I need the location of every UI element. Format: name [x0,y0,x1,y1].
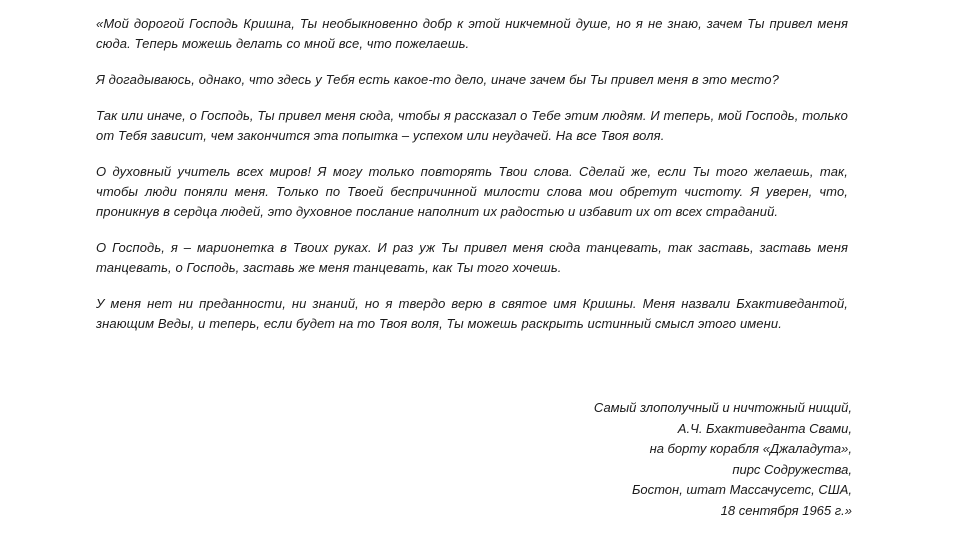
letter-paragraph-5: О Господь, я – марионетка в Твоих руках. И раз уж Ты привел меня сюда танцевать, так заставь, заставь меня танцевать, о Господь, заставь же меня танцевать, как Ты того хочешь. [96,240,848,275]
letter-paragraph-4: О духовный учитель всех миров! Я могу только повторять Твои слова. Сделай же, если Ты того желаешь, так, чтобы люди поняли меня. Только по Твоей беспричинной милости слова мои обретут чистоту. Я уверен, что, проникнув в сердца людей, это духовное послание наполнит их радостью и избавит их от всех страданий. [96,164,848,219]
letter-paragraph-3: Так или иначе, о Господь, Ты привел меня сюда, чтобы я рассказал о Тебе этим людям. И теперь, мой Господь, только от Тебя зависит, чем закончится эта попытка – успехом или неудачей. На все Твоя воля. [96,108,848,143]
letter-paragraph-1: «Мой дорогой Господь Кришна, Ты необыкновенно добр к этой никчемной душе, но я не знаю, зачем Ты привел меня сюда. Теперь можешь делать со мной все, что пожелаешь. [96,16,848,51]
letter-signature-block [594,398,852,521]
signature-line-2: А.Ч. Бхактиведанта Свами, [677,420,852,436]
letter-paragraph-6: У меня нет ни преданности, ни знаний, но я твердо верю в святое имя Кришны. Меня назвали Бхактиведантой, знающим Веды, и теперь, если будет на то Твоя воля, Ты можешь раскрыть истинный смысл этого имени. [96,296,848,331]
signature-line-3: на борту корабля «Джаладута», [649,441,852,456]
letter-paragraph-2: Я догадываюсь, однако, что здесь у Тебя есть какое-то дело, иначе зачем бы Ты привел меня в это место? [96,72,779,87]
signature-line-5: Бостон, штат Массачусетс, США, [631,482,852,497]
signature-line-6: 18 сентября 1965 г.» [720,502,852,518]
letter-body [96,14,848,350]
signature-line-4: пирс Содружества, [732,461,852,477]
signature-line-1: Самый злополучный и ничтожный нищий, [593,400,852,415]
